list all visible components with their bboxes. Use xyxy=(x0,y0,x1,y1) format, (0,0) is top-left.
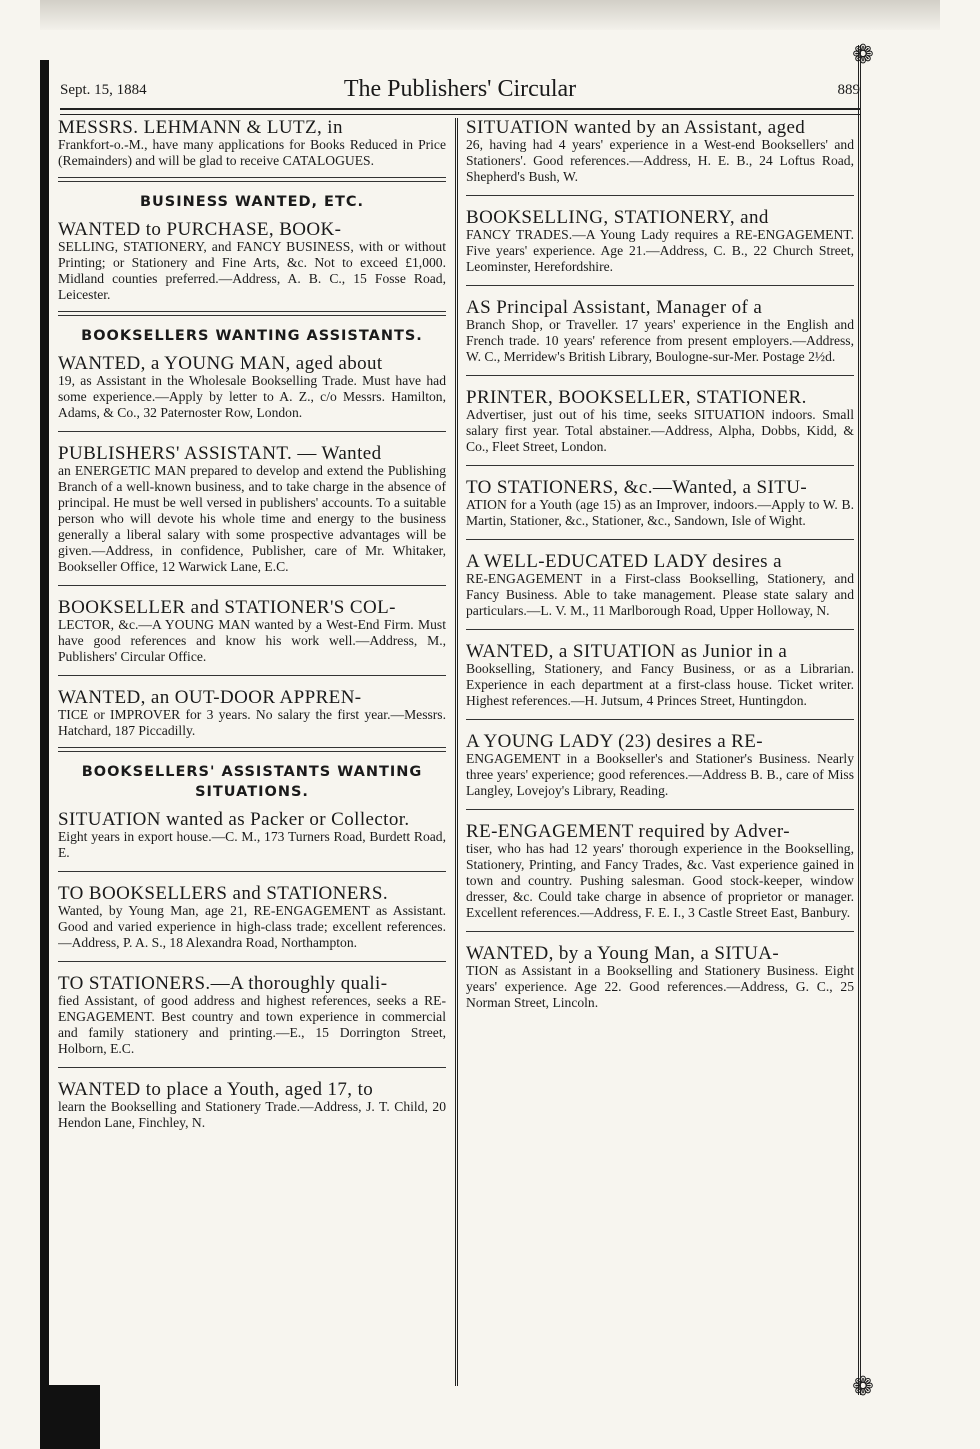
right-column xyxy=(466,120,854,1382)
ad-well-educated-lady xyxy=(466,551,854,619)
ad-reengagement xyxy=(466,821,854,921)
section-heading-business: BUSINESS WANTED, ETC. xyxy=(139,194,365,210)
ad-body: SELLING, STATIONERY, and FANCY BUSINESS, with or without Printing; or Stationery and Fine Arts, &c. Not to exceed £1,000. Midland counties preferred.—Address, A. B. C., 15 Fosse Road, Leicester. xyxy=(58,239,446,302)
ornament-bottom-icon: ❁ xyxy=(852,1372,874,1402)
ad-separator xyxy=(58,961,446,962)
section-heading-assistants: BOOKSELLERS' ASSISTANTS WANTING SITUATIONS. xyxy=(81,764,423,800)
ad-collector xyxy=(58,597,446,665)
ad-business-wanted xyxy=(58,219,446,303)
ad-separator xyxy=(58,675,446,676)
ad-printer xyxy=(466,387,854,455)
ad-lead: A YOUNG LADY (23) desires a RE- xyxy=(466,731,763,752)
ad-body: Eight years in export house.—C. M., 173 Turners Road, Burdett Road, E. xyxy=(58,829,446,860)
ad-body: Frankfort-o.-M., have many applications for Books Reduced in Price (Remainders) and will be glad to receive CATALOGUES. xyxy=(58,137,446,168)
ad-body: 19, as Assistant in the Wholesale Bookselling Trade. Must have had some experience.—Apply by letter to A. Z., c/o Messrs. Hamilton, Adams, & Co., 32 Paternoster Row, London. xyxy=(58,373,446,420)
ad-situation-assistant xyxy=(466,120,854,185)
ad-separator xyxy=(466,931,854,932)
ad-lead: WANTED, by a Young Man, a SITUA- xyxy=(466,943,780,964)
ad-body: Advertiser, just out of his time, seeks SITUATION indoors. Small salary first year. Total abstainer.—Address, Alpha, Dobbs, Kidd, & Co., Fleet Street, London. xyxy=(466,407,854,454)
ad-body: tiser, who has had 12 years' thorough experience in the Bookselling, Stationery, Printing, and Fancy Trades, &c. Vast experience gained in town and country. Pushing salesman. Good stock-keeper, window dresser, &c. Could take charge in absence of proprietor or manager. Excellent references.—Address, F. E. I., 3 Castle Street East, Banbury. xyxy=(466,841,854,920)
binding-shadow-bottom xyxy=(40,1385,100,1449)
ad-body: TICE or IMPROVER for 3 years. No salary the first year.—Messrs. Hatchard, 187 Piccadilly. xyxy=(58,707,446,738)
ad-body: learn the Bookselling and Stationery Trade.—Address, J. T. Child, 20 Hendon Lane, Finchley, N. xyxy=(58,1099,446,1130)
ad-lead: MESSRS. LEHMANN & LUTZ, in xyxy=(58,120,343,138)
ad-separator xyxy=(466,195,854,196)
ad-youth-finchley xyxy=(58,1079,446,1131)
ad-separator xyxy=(466,809,854,810)
column-divider xyxy=(455,118,458,1386)
ad-separator xyxy=(466,719,854,720)
ad-body: FANCY TRADES.—A Young Lady requires a RE-ENGAGEMENT. Five years' experience. Age 21.—Address, C. B., 22 Church Street, Leominster, Herefordshire. xyxy=(466,227,854,274)
ad-young-man xyxy=(58,353,446,421)
ad-lehmann-lutz xyxy=(58,120,446,169)
ad-lead: BOOKSELLING, STATIONERY, and xyxy=(466,207,769,228)
section-rule xyxy=(58,177,446,182)
ad-separator xyxy=(58,585,446,586)
ad-junior-situation xyxy=(466,641,854,709)
ad-young-lady-leominster xyxy=(466,207,854,275)
ad-body: an ENERGETIC MAN prepared to develop and extend the Publishing Branch of a well-known business, and to take charge in the absence of principal. He must be well versed in publishers' accounts. To a suitable person who will devote his whole time and energy to the business generally a liberal salary with some prospective advantages will be given.—Address, in confidence, Publisher, care of Mr. Whitaker, Bookseller Office, 12 Warwick Lane, E.C. xyxy=(58,463,446,574)
ad-lead: PRINTER, BOOKSELLER, STATIONER. xyxy=(466,387,807,408)
section-heading-booksellers: BOOKSELLERS WANTING ASSISTANTS. xyxy=(81,328,423,344)
ad-lead: A WELL-EDUCATED LADY desires a xyxy=(466,551,782,572)
ad-to-stationers-qualified xyxy=(58,973,446,1057)
ad-separator xyxy=(466,375,854,376)
ad-lead: WANTED, a SITUATION as Junior in a xyxy=(466,641,788,662)
ad-lead: WANTED, an OUT-DOOR APPREN- xyxy=(58,687,362,708)
ornament-top-icon: ❁ xyxy=(852,40,874,70)
ad-separator xyxy=(58,431,446,432)
issue-date: Sept. 15, 1884 xyxy=(60,82,147,98)
page-title: The Publishers' Circular xyxy=(343,76,577,102)
ad-packer xyxy=(58,809,446,861)
ad-lead: WANTED to place a Youth, aged 17, to xyxy=(58,1079,374,1100)
ad-outdoor-apprentice xyxy=(58,687,446,739)
ad-lead: BOOKSELLER and STATIONER'S COL- xyxy=(58,597,396,618)
ad-lincoln xyxy=(466,943,854,1011)
ad-lead: SITUATION wanted by an Assistant, aged xyxy=(466,120,806,138)
ad-body: RE-ENGAGEMENT in a First-class Bookselling, Stationery, and Fancy Business. Able to take management. Please state salary and particulars.—L. V. M., 11 Marlborough Road, Upper Holloway, N. xyxy=(466,571,854,618)
ad-lead: TO STATIONERS.—A thoroughly quali- xyxy=(58,973,388,994)
ad-separator xyxy=(466,539,854,540)
ad-principal-assistant xyxy=(466,297,854,365)
ad-to-stationers-youth xyxy=(466,477,854,529)
header-rule xyxy=(60,108,860,115)
ad-body: ENGAGEMENT in a Bookseller's and Stationer's Business. Nearly three years' experience; good references.—Address B. B., care of Miss Langley, Lovejoy's Library, Reading. xyxy=(466,751,854,798)
ad-body: Branch Shop, or Traveller. 17 years' experience in the English and French trade. 10 years' reference from present employers.—Address, W. C., Merridew's British Library, Boulogne-sur-Mer. Postage 2½d. xyxy=(466,317,854,364)
scan-edge xyxy=(40,0,940,30)
binding-shadow xyxy=(40,60,49,1390)
ad-lead: PUBLISHERS' ASSISTANT. — Wanted xyxy=(58,443,382,464)
ad-lead: WANTED, a YOUNG MAN, aged about xyxy=(58,353,383,374)
ad-separator xyxy=(58,871,446,872)
ad-body: Bookselling, Stationery, and Fancy Business, or as a Librarian. Experience in each department at a first-class house. Ticket writer. Highest references.—H. Jutsum, 4 Princes Street, Huntingdon. xyxy=(466,661,854,708)
ad-body: TION as Assistant in a Bookselling and Stationery Business. Eight years' experience. Age 22. Good references.—Address, G. C., 25 Norman Street, Lincoln. xyxy=(466,963,854,1010)
ad-separator xyxy=(58,1067,446,1068)
ad-lead: RE-ENGAGEMENT required by Adver- xyxy=(466,821,790,842)
ad-body: fied Assistant, of good address and highest references, seeks a RE-ENGAGEMENT. Best country and town experience in commercial and family stationery and printing.—E., 15 Dorrington Street, Holborn, E.C. xyxy=(58,993,446,1056)
ad-lead: TO STATIONERS, &c.—Wanted, a SITU- xyxy=(466,477,808,498)
ad-body: 26, having had 4 years' experience in a West-end Booksellers' and Stationers'. Good references.—Address, H. E. B., 24 Loftus Road, Shepherd's Bush, W. xyxy=(466,137,854,184)
ad-body: ATION for a Youth (age 15) as an Improver, indoors.—Apply to W. B. Martin, Stationer, &c., Stationer, &c., Sandown, Isle of Wight. xyxy=(466,497,854,528)
page-header xyxy=(60,76,860,106)
ad-to-booksellers xyxy=(58,883,446,951)
section-rule xyxy=(58,311,446,316)
ad-lead: SITUATION wanted as Packer or Collector. xyxy=(58,809,410,830)
ad-separator xyxy=(466,285,854,286)
left-column xyxy=(58,120,446,1382)
section-rule xyxy=(58,747,446,752)
ad-body: LECTOR, &c.—A YOUNG MAN wanted by a West-End Firm. Must have good references and know his work well.—Address, M., Publishers' Circular Office. xyxy=(58,617,446,664)
ad-publishers-assistant xyxy=(58,443,446,575)
ad-separator xyxy=(466,465,854,466)
ad-separator xyxy=(466,629,854,630)
ad-young-lady-reading xyxy=(466,731,854,799)
page-number: 889 xyxy=(837,82,860,98)
ad-body: Wanted, by Young Man, age 21, RE-ENGAGEMENT as Assistant. Good and varied experience in high-class trade; excellent references.—Address, P. A. S., 18 Alexandra Road, Northampton. xyxy=(58,903,446,950)
ornamental-border xyxy=(858,45,883,1395)
ad-lead: AS Principal Assistant, Manager of a xyxy=(466,297,763,318)
ad-lead: WANTED to PURCHASE, BOOK- xyxy=(58,219,342,240)
ad-lead: TO BOOKSELLERS and STATIONERS. xyxy=(58,883,388,904)
